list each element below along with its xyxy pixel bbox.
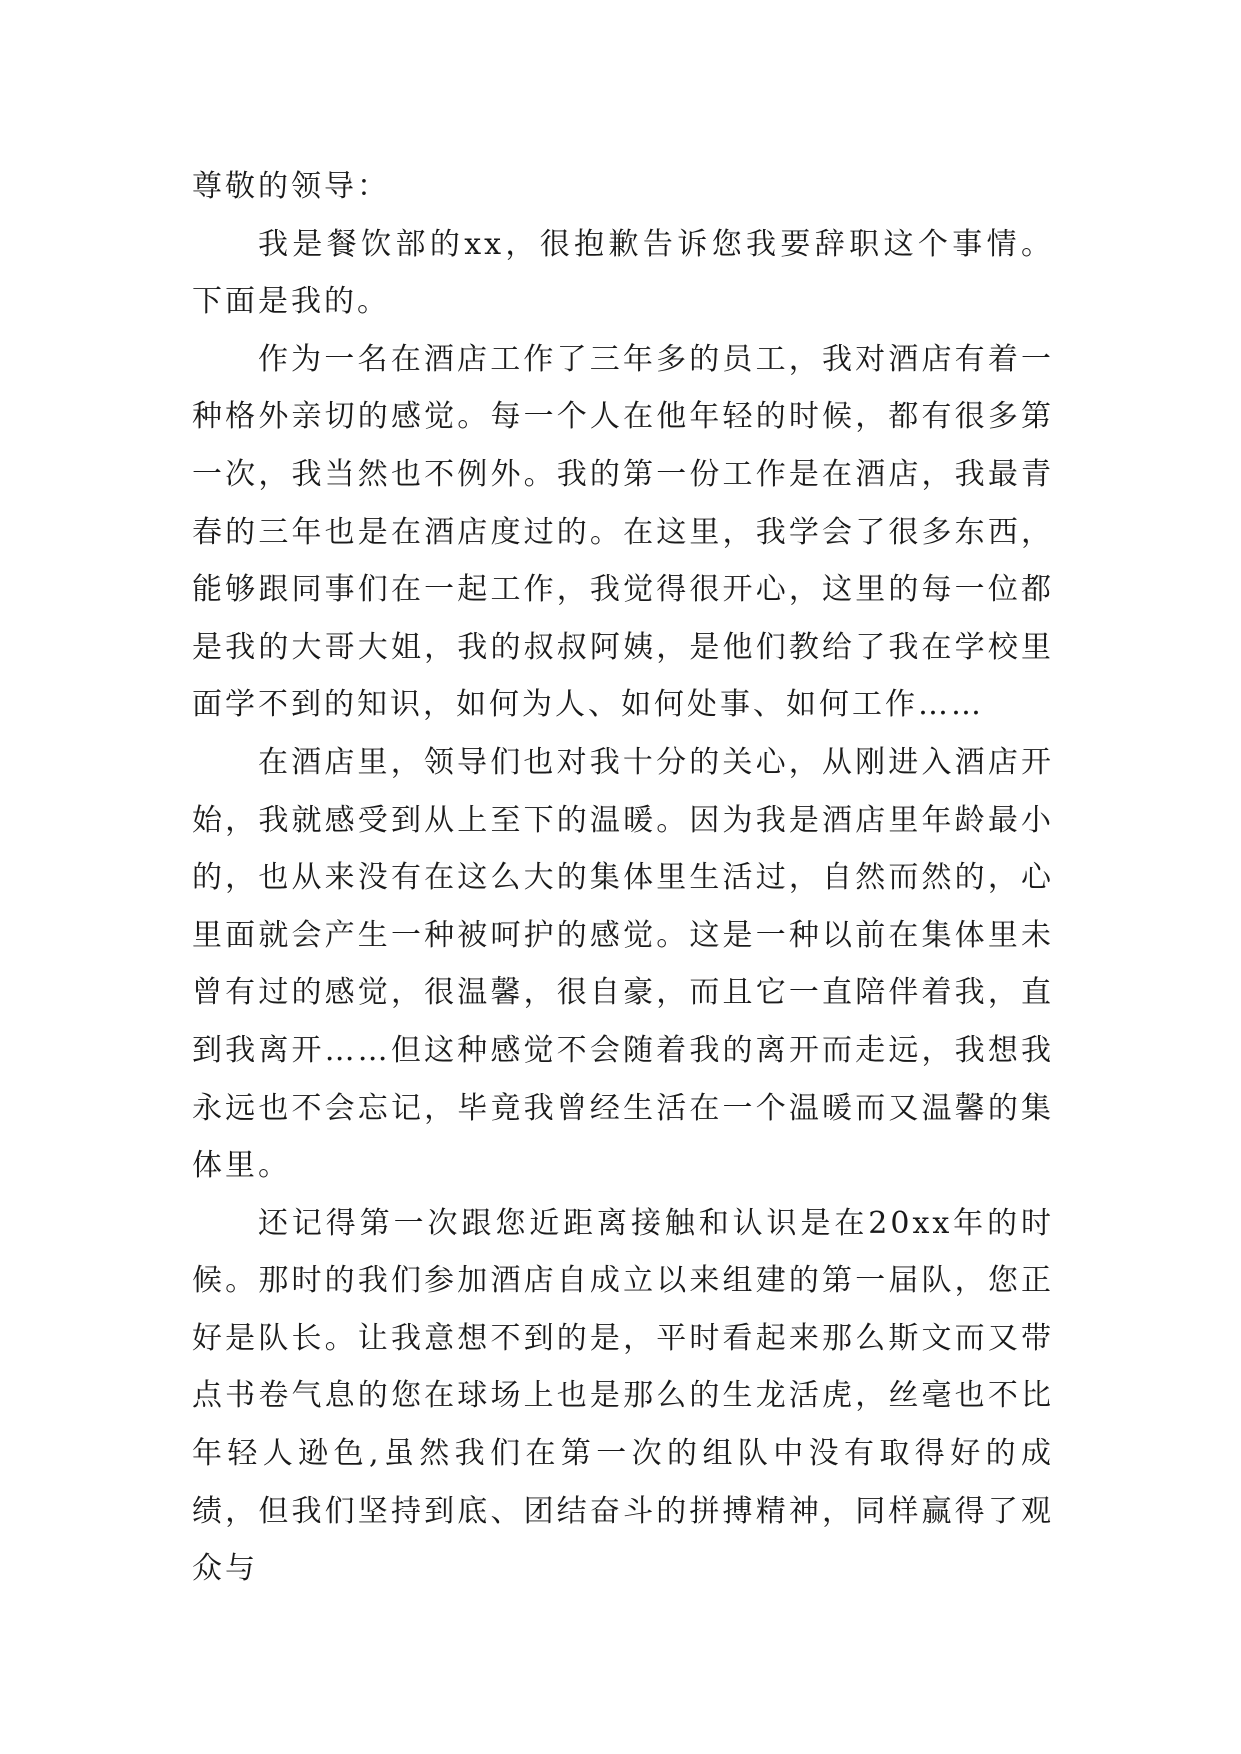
paragraph-4: 还记得第一次跟您近距离接触和认识是在20xx年的时候。那时的我们参加酒店自成立以来组建的第一届队，您正好是队长。让我意想不到的是，平时看起来那么斯文而又带点书卷气息的您在球场上也是那么的生龙活虎，丝毫也不比年轻人逊色,虽然我们在第一次的组队中没有取得好的成绩，但我们坚持到底、团结奋斗的拼搏精神，同样赢得了观众与 [192, 1205, 1054, 1587]
letter-body [192, 158, 1054, 1598]
salutation: 尊敬的领导： [192, 169, 390, 204]
paragraph-2: 作为一名在酒店工作了三年多的员工，我对酒店有着一种格外亲切的感觉。每一个人在他年轻的时候，都有很多第一次，我当然也不例外。我的第一份工作是在酒店，我最青春的三年也是在酒店度过的。在这里，我学会了很多东西，能够跟同事们在一起工作，我觉得很开心，这里的每一位都是我的大哥大姐，我的叔叔阿姨，是他们教给了我在学校里面学不到的知识，如何为人、如何处事、如何工作…… [192, 341, 1054, 723]
paragraph-3: 在酒店里，领导们也对我十分的关心，从刚进入酒店开始，我就感受到从上至下的温暖。因为我是酒店里年龄最小的，也从来没有在这么大的集体里生活过，自然而然的，心里面就会产生一种被呵护的感觉。这是一种以前在集体里未曾有过的感觉，很温馨，很自豪，而且它一直陪伴着我，直到我离开……但这种感觉不会随着我的离开而走远，我想我永远也不会忘记，毕竟我曾经生活在一个温暖而又温馨的集体里。 [192, 744, 1054, 1184]
paragraph-1: 我是餐饮部的xx，很抱歉告诉您我要辞职这个事情。下面是我的。 [192, 226, 1054, 320]
